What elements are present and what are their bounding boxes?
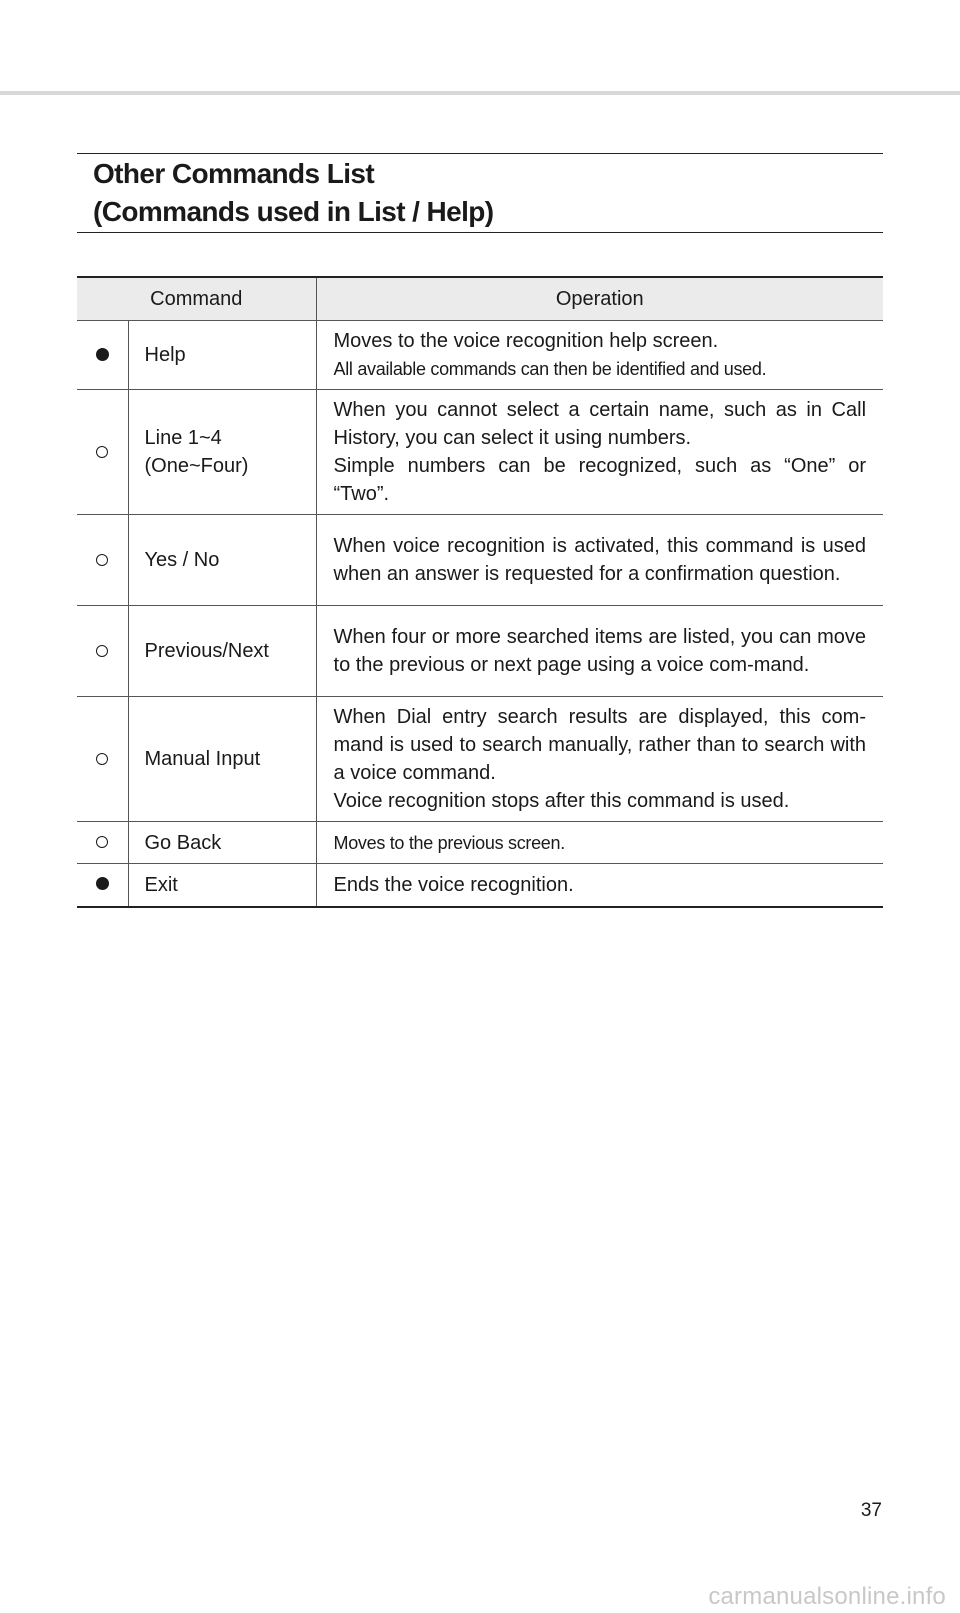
operation-text: When you cannot select a certain name, such as in Call History, you can select it using numbers. bbox=[333, 399, 867, 449]
hollow-bullet-icon bbox=[96, 836, 108, 848]
operation-text: All available commands can then be identified and used. bbox=[333, 359, 767, 379]
section-title: Other Commands List bbox=[93, 158, 375, 189]
operation-text: Voice recognition stops after this command is used. bbox=[333, 790, 790, 812]
command-cell bbox=[128, 321, 316, 390]
table-row bbox=[77, 321, 883, 390]
table-header-row bbox=[77, 277, 883, 321]
operation-cell bbox=[316, 390, 883, 515]
header-command: Command bbox=[77, 277, 316, 321]
command-cell bbox=[128, 390, 316, 515]
operation-text: When Dial entry search results are displayed, this com-mand is used to search manually, rather than to search with a voice command. bbox=[333, 706, 867, 784]
command-cell bbox=[128, 697, 316, 822]
top-rule bbox=[0, 91, 960, 95]
section-subtitle: (Commands used in List / Help) bbox=[93, 196, 494, 227]
command-text: Line 1~4 bbox=[144, 427, 222, 449]
watermark: carmanualsonline.info bbox=[708, 1583, 946, 1610]
command-text: Go Back bbox=[144, 831, 222, 854]
command-text: Yes / No bbox=[144, 549, 220, 571]
table-row bbox=[77, 697, 883, 822]
operation-text: When four or more searched items are listed, you can move to the previous or next page using a voice com-mand. bbox=[333, 626, 867, 676]
table-row bbox=[77, 864, 883, 907]
operation-cell bbox=[316, 515, 883, 606]
operation-cell bbox=[316, 697, 883, 822]
table-row bbox=[77, 390, 883, 515]
operation-cell bbox=[316, 864, 883, 907]
command-text: Exit bbox=[144, 873, 178, 896]
hollow-bullet-icon bbox=[96, 554, 108, 566]
command-cell bbox=[128, 864, 316, 907]
operation-text: When voice recognition is activated, this command is used when an answer is requested for a confirmation question. bbox=[333, 535, 867, 585]
operation-cell bbox=[316, 321, 883, 390]
header-operation: Operation bbox=[316, 277, 883, 321]
operation-cell bbox=[316, 822, 883, 864]
table-row bbox=[77, 822, 883, 864]
filled-bullet-icon bbox=[96, 348, 109, 361]
command-cell bbox=[128, 606, 316, 697]
operation-cell bbox=[316, 606, 883, 697]
hollow-bullet-icon bbox=[96, 446, 108, 458]
command-text: Manual Input bbox=[144, 748, 261, 770]
operation-text: Ends the voice recognition. bbox=[333, 873, 574, 896]
command-text: Help bbox=[144, 344, 186, 366]
section-header bbox=[77, 153, 883, 233]
filled-bullet-icon bbox=[96, 877, 109, 890]
commands-table bbox=[77, 276, 883, 908]
hollow-bullet-icon bbox=[96, 645, 108, 657]
command-text: (One~Four) bbox=[144, 455, 249, 477]
table-row bbox=[77, 515, 883, 606]
command-cell bbox=[128, 822, 316, 864]
page-number: 37 bbox=[860, 1500, 882, 1521]
operation-text: Moves to the previous screen. bbox=[333, 832, 565, 853]
command-cell bbox=[128, 515, 316, 606]
table-row bbox=[77, 606, 883, 697]
operation-text: Simple numbers can be recognized, such as “One” or “Two”. bbox=[333, 455, 867, 505]
operation-text: Moves to the voice recognition help screen. bbox=[333, 330, 719, 352]
hollow-bullet-icon bbox=[96, 753, 108, 765]
command-text: Previous/Next bbox=[144, 640, 269, 662]
